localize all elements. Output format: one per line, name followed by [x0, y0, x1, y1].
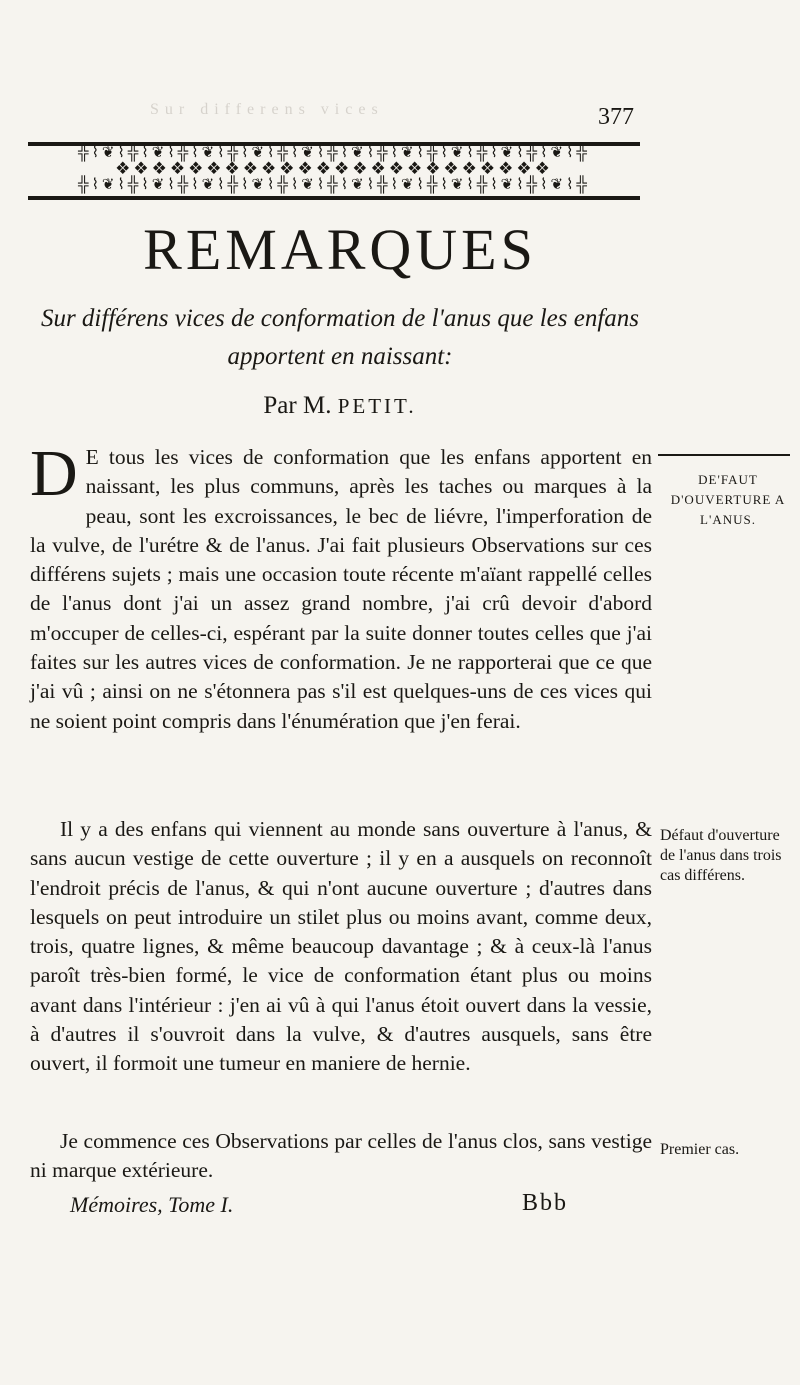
ornamental-header-band: [28, 142, 640, 200]
author-name: PETIT.: [337, 394, 417, 418]
author-line: [30, 390, 650, 422]
margin-note-1: DE'FAUT D'OUVERTURE A L'ANUS.: [670, 472, 786, 527]
chapter-title: REMARQUES: [143, 217, 537, 282]
paragraph-3-text: Je commence ces Observations par celles de l'anus clos, sans vestige ni marque extérieure.: [30, 1129, 652, 1183]
margin-rule: [658, 454, 790, 456]
footer-volume: Mémoires, Tome I.: [70, 1192, 234, 1217]
ornament-row-top: ╬⌇❦⌇╬⌇❦⌇╬⌇❦⌇╬⌇❦⌇╬⌇❦⌇╬⌇❦⌇╬⌇❦⌇╬⌇❦⌇╬⌇❦⌇╬⌇❦⌇╬: [77, 145, 591, 161]
chapter-subtitle: Sur différens vices de conformation de l'anus que les enfans apportent en naissant:: [40, 305, 640, 370]
paragraph-2: [30, 815, 652, 1079]
author-prefix: Par M.: [263, 392, 338, 419]
show-through-text: Sur differens vices: [150, 101, 384, 118]
ornament-row-bottom: ╬⌇❦⌇╬⌇❦⌇╬⌇❦⌇╬⌇❦⌇╬⌇❦⌇╬⌇❦⌇╬⌇❦⌇╬⌇❦⌇╬⌇❦⌇╬⌇❦⌇╬: [77, 177, 591, 193]
paragraph-3: [30, 1127, 652, 1186]
paragraph-1-text: E tous les vices de conformation que les enfans apportent en naissant, les plus communs, après les taches ou marques à la peau, sont les excroissances, le bec de liévre, l'imperforation de la vulve, de l'urétre & de l'anus. J'ai fait plusieurs Observations sur ces différens sujets ; mais une occasion toute récente m'aïant rappellé celles de l'anus dont j'ai un assez grand nombre, j'ai crû devoir d'abord m'occuper de celles-ci, espérant par la suite donner toutes celles que j'ai faites sur les autres vices de conformation. Je ne rapporterai que ce que j'ai vû ; ainsi on ne s'étonnera pas s'il est quelques-uns de ces vices qui ne soient point compris dans l'énumération que j'en ferai.: [30, 445, 652, 733]
drop-capital: D: [30, 437, 78, 510]
paragraph-1: [30, 437, 652, 736]
margin-note-3: Premier cas.: [660, 1141, 740, 1158]
signature-mark: Bbb: [522, 1190, 569, 1216]
page-number: 377: [598, 104, 634, 130]
paragraph-2-text: Il y a des enfans qui viennent au monde sans ouverture à l'anus, & sans aucun vestige de cette ouverture ; il y en a ausquels on reconnoît l'endroit précis de l'anus, & qui n'ont aucune ouverture ; d'autres dans lesquels on peut introduire un stilet plus ou moins avant, comme deux, trois, quatre lignes, & même beaucoup davantage ; & à ceux-là l'anus paroît très-bien formé, le vice de conformation étant plus ou moins avant dans l'intérieur : j'en ai vû à qui l'anus étoit ouvert dans la vessie, à d'autres il s'ouvroit dans la vulve, & d'autres ausquels, sans être ouvert, il formoit une tumeur en maniere de hernie.: [30, 817, 652, 1076]
margin-note-2: Défaut d'ouverture de l'anus dans trois cas différens.: [660, 827, 782, 884]
ornament-row-middle: ❖❖❖❖❖❖❖❖❖❖❖❖❖❖❖❖❖❖❖❖❖❖❖❖: [115, 159, 553, 178]
